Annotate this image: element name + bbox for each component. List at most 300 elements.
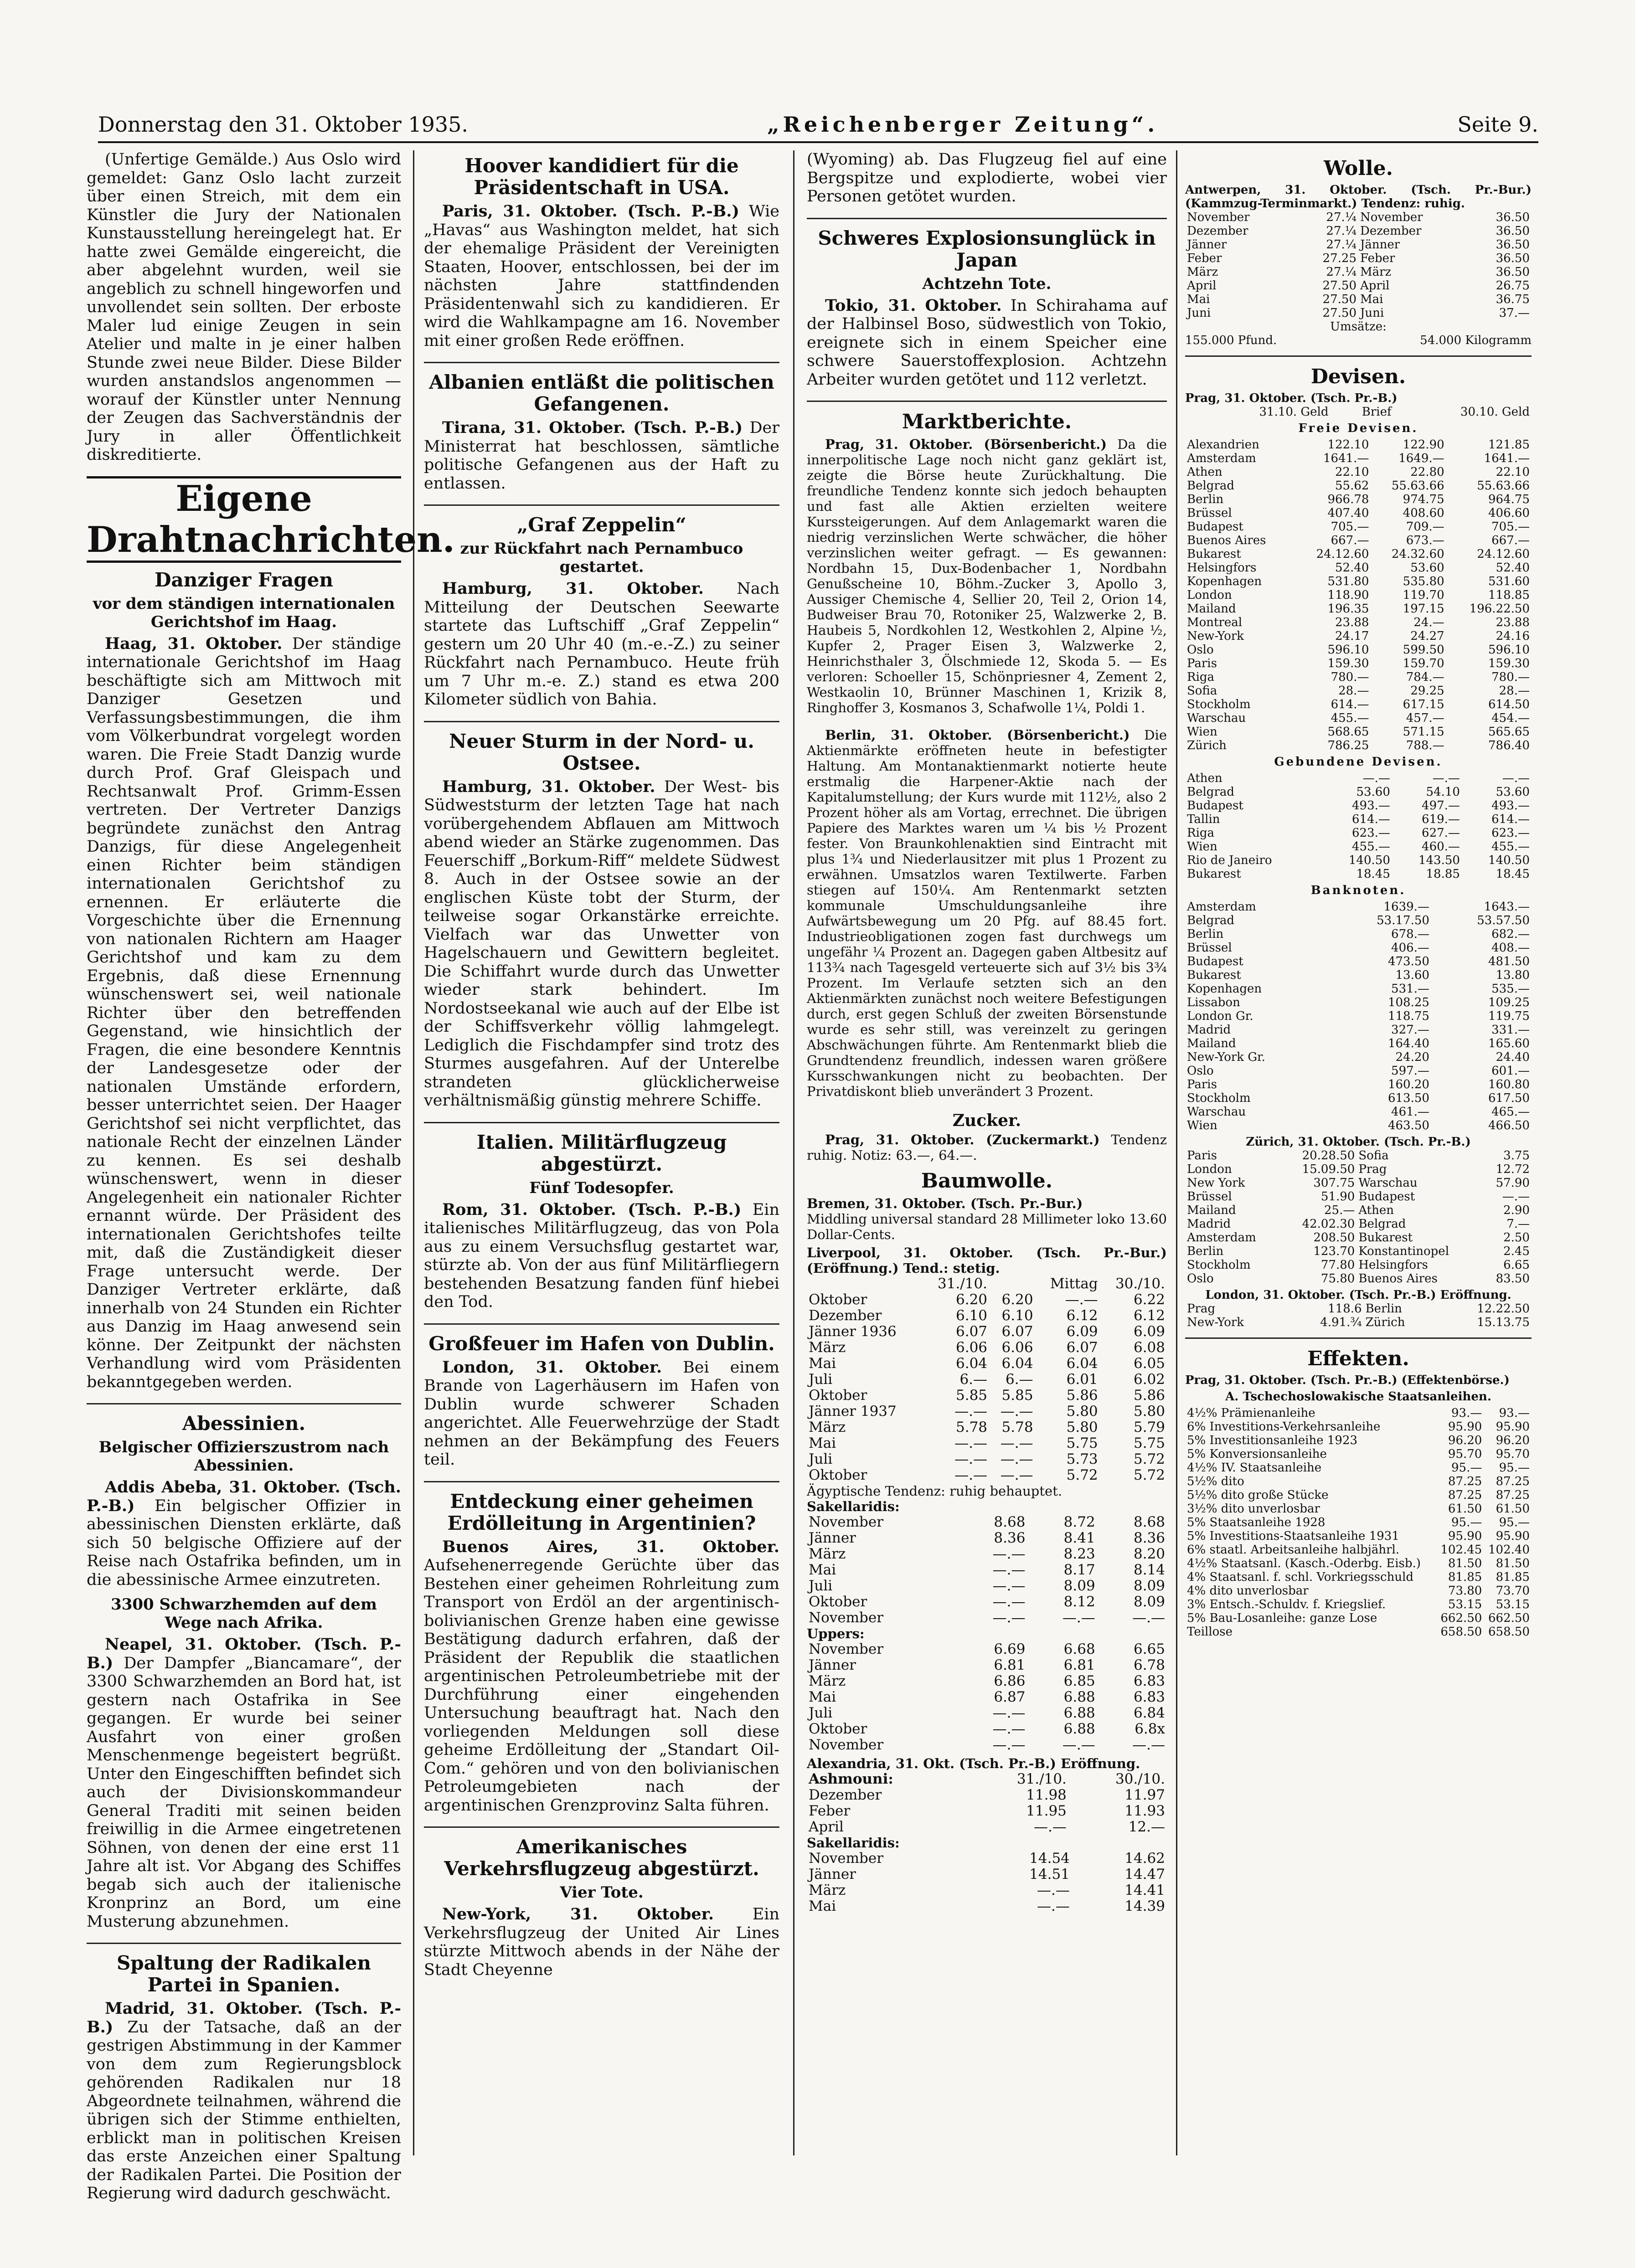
table-cell: 780.—: [1331, 670, 1369, 684]
table-cell: Kopenhagen: [1187, 982, 1262, 996]
table-cell: 788.—: [1406, 739, 1444, 752]
table-cell: 37.—: [1499, 306, 1530, 320]
article-headline: Albanien entläßt die politischen Gefangenen.: [429, 371, 774, 415]
table-cell: 623.—: [1491, 826, 1530, 840]
table-row: [1185, 840, 1532, 854]
table-cell: —.—: [1000, 1467, 1033, 1483]
table-header: Mittag: [1050, 1275, 1098, 1292]
table-row: [1185, 1461, 1532, 1475]
table-row: [1185, 854, 1532, 867]
table-cell: 95.—: [1499, 1516, 1530, 1529]
dateline-london: London, 31. Oktober. (Tsch. Pr.-B.) Eröffnung.: [1205, 1288, 1511, 1302]
table-cell: 14.47: [1124, 1866, 1165, 1882]
table-row: [807, 1721, 1167, 1737]
table-row: [1185, 1272, 1532, 1286]
dateline: London, 31. Oktober.: [442, 1358, 662, 1377]
table-cell: 8.72: [1063, 1514, 1095, 1530]
table-cell: 12.22.50: [1477, 1302, 1530, 1316]
table-cell: 165.60: [1488, 1037, 1530, 1050]
divider: [424, 1323, 779, 1325]
table-cell: Helsingfors: [1187, 561, 1257, 575]
table-row: [1185, 306, 1532, 320]
table-cell: Paris: [1187, 1078, 1217, 1091]
article-argentina-oil: [424, 1491, 779, 1815]
table-cell: 463.50: [1387, 1119, 1429, 1132]
table-cell: Belgrad: [1187, 914, 1235, 927]
table-cell: 122.10: [1327, 438, 1369, 452]
table-cell: 159.70: [1403, 657, 1444, 670]
table-row: [1185, 1050, 1532, 1064]
dateline: Berlin, 31. Oktober. (Börsenbericht.): [825, 727, 1130, 743]
table-cell: 108.25: [1387, 996, 1429, 1009]
table-cell: 4% dito unverlosbar: [1187, 1584, 1309, 1598]
table-cell: 780.—: [1491, 670, 1530, 684]
table-cell: 24.12.60: [1477, 547, 1530, 561]
table-cell: 5.72: [1133, 1467, 1165, 1483]
table-cell: Oktober: [809, 1721, 867, 1737]
table-cell: Wien: [1187, 1119, 1217, 1132]
table-cell: März: [1187, 265, 1218, 279]
report-cotton: [807, 1196, 1167, 1914]
table-cell: Sofia: [1187, 684, 1217, 698]
table-row: [807, 1610, 1167, 1626]
divider: [87, 1943, 401, 1944]
table-cell: 6.85: [1063, 1673, 1095, 1689]
table-row: [1185, 1516, 1532, 1529]
table-cell: Berlin: [1365, 1302, 1402, 1316]
dateline: Haag, 31. Oktober.: [105, 634, 283, 653]
securities-table: [1185, 1406, 1532, 1639]
table-cell: 5.85: [956, 1387, 988, 1404]
table-cell: Oktober: [809, 1594, 867, 1610]
table-cell: 5% Bau-Losanleihe: ganze Lose: [1187, 1611, 1377, 1625]
table-row: [1185, 1245, 1532, 1258]
table-cell: 118.6: [1328, 1302, 1362, 1316]
table-row: [1185, 955, 1532, 968]
table-cell: 73.80: [1448, 1584, 1482, 1598]
table-cell: Zürich: [1365, 1316, 1405, 1329]
securities-title: Effekten.: [1307, 1347, 1409, 1370]
table-cell: 12.72: [1496, 1162, 1530, 1176]
table-cell: 597.—: [1391, 1064, 1429, 1078]
table-cell: Brüssel: [1187, 941, 1232, 955]
bound-currency-table: [1185, 771, 1532, 881]
table-cell: Jänner 1937: [809, 1403, 897, 1419]
table-cell: 22.80: [1410, 465, 1444, 479]
table-cell: —.—: [954, 1451, 988, 1467]
table-cell: 465.—: [1491, 1105, 1530, 1119]
table-cell: Helsingfors: [1358, 1258, 1428, 1272]
table-cell: 164.40: [1387, 1037, 1429, 1050]
table-cell: Bukarest: [1187, 547, 1241, 561]
table-row: [1185, 1258, 1532, 1272]
divider: [424, 721, 779, 722]
table-cell: Stockholm: [1187, 1091, 1251, 1105]
article-headline: Hoover kandidiert für die Präsidentschaft in USA.: [464, 154, 739, 199]
table-cell: 964.75: [1488, 493, 1530, 506]
table-cell: 6.—: [1005, 1371, 1033, 1388]
article-body: Zu der Tatsache, daß an der gestrigen Abstimmung in der Kammer von dem zum Regierungsblock gehörenden Radikalen nur 18 Abgeordnete teilnahmen, während die übrigen sich der Stimme enthielten, erblickt man in politischen Kreisen das erste Anzeichen einer Spaltung der Radikalen Partei. Die Position der Regierung wird dadurch geschwächt.: [87, 2018, 401, 2202]
article-headline: „Graf Zeppelin“: [517, 514, 686, 536]
table-cell: Feber: [1187, 252, 1222, 265]
table-cell: New-York Gr.: [1187, 1050, 1265, 1064]
table-cell: 24.12.60: [1316, 547, 1369, 561]
table-cell: 473.50: [1387, 955, 1429, 968]
table-row: [1185, 1420, 1532, 1434]
table-row: [807, 1404, 1167, 1419]
table-cell: Dezember: [1187, 224, 1248, 238]
table-cell: November: [809, 1610, 884, 1626]
dateline: Addis Abeba, 31. Oktober. (Tsch. P.-B.): [87, 1478, 401, 1515]
table-row: [1185, 643, 1532, 657]
table-row: [1185, 1064, 1532, 1078]
article-body: Ein Verkehrsflugzeug der United Air Lines stürzte Mittwoch abends in der Nähe der Stadt Cheyenne: [424, 1905, 779, 1979]
table-cell: 7.—: [1506, 1217, 1530, 1231]
table-row: [807, 1594, 1167, 1610]
table-cell: —.—: [1062, 1610, 1095, 1626]
table-cell: 6.88: [1063, 1705, 1095, 1721]
table-cell: Kopenhagen: [1187, 575, 1262, 588]
table-cell: 159.30: [1327, 657, 1369, 670]
divider: [424, 504, 779, 506]
table-row: [1185, 698, 1532, 711]
table-cell: 118.85: [1488, 588, 1530, 602]
table-cell: —.—: [992, 1594, 1026, 1610]
table-cell: 531.80: [1327, 575, 1369, 588]
article-body: Aufsehenerregende Gerüchte über das Bestehen einer geheimen Rohrleitung zum Transport von Erdöl an der argentinisch-bolivianischen Grenze haben eine gewisse Bestätigung dadurch erfahren, daß der Präsident der Republik die staatlichen argentinischen Petroleumbetriebe mit der Durchführung einer eingehenden Untersuchung beauftragt hat. Nach den vorliegenden Meldungen soll diese geheime Erdölleitung der „Standart Oil-Com.“ gehören und von den bolivianischen Petroleumgebieten nach der argentinischen Grenzprovinz Salta führen.: [424, 1556, 779, 1815]
table-header: [1185, 405, 1192, 419]
table-cell: 123.70: [1313, 1245, 1355, 1258]
table-cell: April: [809, 1819, 844, 1835]
article-dublin-fire: [424, 1333, 779, 1469]
table-cell: 6.8x: [1135, 1721, 1165, 1737]
table-cell: 6.78: [1133, 1657, 1165, 1673]
table-header: [989, 1276, 1035, 1292]
table-cell: 3½% dito unverlosbar: [1187, 1502, 1320, 1516]
divider: [807, 401, 1167, 402]
table-cell: New-York: [1187, 1316, 1244, 1329]
article-headline: Amerikanisches Verkehrsflugzeug abgestürzt.: [444, 1836, 759, 1880]
table-row: [1185, 465, 1532, 479]
table-cell: 6% staatl. Arbeitsanleihe halbjährl.: [1187, 1543, 1400, 1557]
table-cell: Konstantinopel: [1358, 1245, 1449, 1258]
table-cell: Budapest: [1187, 955, 1243, 968]
table-cell: 4.91.¾: [1320, 1316, 1362, 1329]
table-cell: —.—: [1000, 1403, 1033, 1419]
table-cell: —.—: [954, 1435, 988, 1451]
table-cell: 6.65: [1133, 1641, 1165, 1657]
table-cell: 6.69: [994, 1641, 1026, 1657]
table-cell: 20.28.50: [1302, 1149, 1355, 1162]
table-cell: 531.60: [1488, 575, 1530, 588]
table-cell: 25.—: [1324, 1203, 1355, 1217]
table-cell: 159.30: [1488, 657, 1530, 670]
table-header: 31./10.: [1016, 1771, 1067, 1787]
table-cell: 24.27: [1410, 629, 1444, 643]
table-row: [807, 1578, 1167, 1594]
table-cell: 8.41: [1063, 1530, 1095, 1546]
table-cell: Belgrad: [1358, 1217, 1406, 1231]
dateline-zurich: Zürich, 31. Oktober. (Tsch. Pr.-B.): [1246, 1135, 1471, 1149]
table-cell: New-York: [1187, 629, 1244, 643]
table-cell: 197.15: [1403, 602, 1444, 616]
article-subheadline: Belgischer Offizierszustrom nach Abessinien.: [98, 1438, 389, 1475]
table-row: [807, 1657, 1167, 1673]
table-cell: 6.01: [1066, 1371, 1098, 1388]
table-cell: 5% Staatsanleihe 1928: [1187, 1516, 1326, 1529]
table-cell: 2.90: [1503, 1203, 1530, 1217]
table-cell: 61.50: [1496, 1502, 1530, 1516]
table-cell: 4½% Staatsanl. (Kasch.-Oderbg. Eisb.): [1187, 1557, 1421, 1570]
table-cell: 5.80: [1133, 1403, 1165, 1419]
table-cell: —.—: [1062, 1737, 1095, 1753]
divider: [87, 1403, 401, 1404]
banknotes-table: [1185, 900, 1532, 1132]
table-cell: 454.—: [1491, 711, 1530, 725]
table-cell: 24.17: [1335, 629, 1369, 643]
table-cell: 5.75: [1066, 1435, 1098, 1451]
table-cell: 27.¼: [1326, 265, 1356, 279]
table-cell: 6.83: [1133, 1689, 1165, 1705]
table-cell: 617.15: [1403, 698, 1444, 711]
table-cell: 3% Entsch.-Schuldv. f. Kriegslief.: [1187, 1598, 1386, 1611]
table-cell: 6.20: [956, 1291, 988, 1308]
table-cell: Warschau: [1187, 1105, 1246, 1119]
table-cell: 966.78: [1327, 493, 1369, 506]
currency-table-header: [1185, 405, 1532, 419]
table-cell: 1641.—: [1484, 452, 1530, 465]
table-cell: Mailand: [1187, 602, 1236, 616]
table-cell: 8.09: [1133, 1594, 1165, 1610]
table-row: [1185, 293, 1532, 306]
table-cell: Brüssel: [1187, 1190, 1232, 1203]
table-row: [1185, 1434, 1532, 1447]
table-row: [807, 1898, 1167, 1914]
table-row: [807, 1867, 1167, 1882]
dateline: Tirana, 31. Oktober. (Tsch. P.-B.): [442, 418, 743, 437]
table-header: Brief: [1362, 405, 1392, 419]
table-cell: 6.87: [994, 1689, 1026, 1705]
table-cell: 18.45: [1356, 867, 1390, 881]
table-header-row: [1185, 405, 1532, 419]
table-header: 30./10.: [1115, 1275, 1165, 1292]
table-cell: 974.75: [1403, 493, 1444, 506]
article-spain: [87, 1952, 401, 2203]
table-cell: 27.25: [1322, 252, 1356, 265]
table-cell: 6.88: [1063, 1689, 1095, 1705]
table-cell: 784.—: [1406, 670, 1444, 684]
table-cell: Mai: [1187, 293, 1210, 306]
header-newspaper-title: „Reichenberger Zeitung“.: [767, 112, 1159, 137]
table-cell: 786.25: [1327, 739, 1369, 752]
table-row: [1185, 711, 1532, 725]
table-cell: 6.12: [1066, 1307, 1098, 1324]
table-section-label: Uppers:: [807, 1626, 865, 1641]
table-cell: 6.83: [1133, 1673, 1165, 1689]
table-cell: 673.—: [1406, 534, 1444, 547]
table-cell: 119.75: [1488, 1009, 1530, 1023]
table-cell: Mai: [809, 1689, 836, 1705]
table-cell: 601.—: [1491, 1064, 1530, 1078]
table-cell: 8.20: [1133, 1546, 1165, 1562]
table-cell: 27.¼: [1326, 211, 1356, 224]
table-cell: Bukarest: [1187, 867, 1241, 881]
table-cell: 6.65: [1503, 1258, 1530, 1272]
table-cell: 662.50: [1488, 1611, 1530, 1625]
dateline: Tokio, 31. Oktober.: [825, 296, 1002, 315]
table-cell: 667.—: [1331, 534, 1369, 547]
header-date: Donnerstag den 31. Oktober 1935.: [98, 112, 469, 137]
table-cell: 307.75: [1313, 1176, 1355, 1190]
table-row: [807, 1292, 1167, 1308]
dateline-prague-currencies: Prag, 31. Oktober. (Tsch. Pr.-B.): [1185, 391, 1398, 405]
wool-table: [1185, 211, 1532, 320]
ashmouni-table: [807, 1771, 1167, 1835]
table-cell: 8.36: [1133, 1530, 1165, 1546]
table-section-label: Sakellaridis:: [807, 1499, 900, 1514]
table-cell: Feber: [1360, 252, 1395, 265]
table-cell: 36.50: [1496, 211, 1530, 224]
table-row: [807, 1308, 1167, 1324]
table-cell: 102.40: [1488, 1543, 1530, 1557]
table-cell: —.—: [1502, 771, 1530, 785]
table-cell: 102.45: [1440, 1543, 1482, 1557]
table-cell: Mai: [1360, 293, 1383, 306]
turnover-row: [1185, 334, 1532, 347]
column-rule: [793, 150, 794, 2155]
article-body: Der ständige internationale Gerichtshof im Haag beschäftigte sich am Mittwoch mit Danziger Gesetzen und Verfassungsbestimmungen, die ihm vom Völkerbundrat vorgelegt worden waren. Die Freie Stadt Danzig wurde durch Prof. Graf Gleispach und Rechtsanwalt Prof. Grimm-Essen vertreten. Der Vertreter Danzigs begründete zunächst den Antrag Danzigs, für diese Angelegenheit einen Richter beim ständigen internationalen Gerichtshof zu ernennen. Er erläuterte die Vorgeschichte über die Ernennung von nationalen Richtern am Haager Gerichtshof und kam zu dem Ergebnis, daß diese Ernennung wünschenswert sei, weil nationale Richter über den betreffenden Gegenstand, wie hinsichtlich der Fragen, die eine besondere Kenntnis der Landesgesetze oder der nationalen Umstände erfordern, besser unterrichtet seien. Der Haager Gerichtshof sei nicht verpflichtet, das nationale Recht der einzelnen Länder zu kennen. Es sei deshalb wünschenswert, wenn in dieser Angelegenheit ein nationaler Richter ernannt würde. Der Präsident des internationalen Gerichtshofes teilte mit, daß die Zuständigkeit dieser Frage untersucht werde. Der Danziger Vertreter erklärte, daß innerhalb von 24 Stunden ein Richter aus Danzig im Haag anwesend sein könne. Der Zeitpunkt der nächsten Verhandlung wird vom Präsidenten bekanntgegeben werden.: [87, 634, 401, 1391]
table-cell: 461.—: [1391, 1105, 1429, 1119]
table-row: [1185, 914, 1532, 927]
table-cell: 408.60: [1403, 506, 1444, 520]
table-cell: 26.75: [1496, 279, 1530, 293]
divider: [424, 1826, 779, 1828]
table-cell: 623.—: [1351, 826, 1390, 840]
table-cell: 6.10: [1001, 1307, 1033, 1324]
table-cell: 14.51: [1029, 1866, 1070, 1882]
table-cell: 5.72: [1133, 1451, 1165, 1467]
table-row: [807, 1562, 1167, 1578]
table-cell: —.—: [1000, 1435, 1033, 1451]
dateline-prague-securities: Prag, 31. Oktober. (Tsch. Pr.-B.) (Effektenbörse.): [1185, 1373, 1510, 1387]
table-cell: 571.15: [1403, 725, 1444, 739]
uppers-table: [807, 1641, 1167, 1753]
table-row: [807, 1514, 1167, 1530]
table-cell: 95.90: [1496, 1420, 1530, 1434]
table-cell: 5.79: [1133, 1419, 1165, 1435]
table-row: [1185, 900, 1532, 914]
table-cell: Mailand: [1187, 1203, 1236, 1217]
table-cell: 53.57.50: [1477, 914, 1530, 927]
table-row: [807, 1324, 1167, 1340]
table-cell: 6.81: [994, 1657, 1026, 1673]
table-cell: 27.50: [1322, 279, 1356, 293]
table-cell: Riga: [1187, 826, 1215, 840]
table-cell: 6.07: [956, 1323, 988, 1340]
article-body: Ein italienisches Militärflugzeug, das von Pola aus zu einem Versuchsflug gestartet war, stürzte ab. Von der aus fünf Militärfliegern bestehenden Besatzung fanden fünf hiebei den Tod.: [424, 1200, 779, 1311]
article-subheadline: Vier Tote.: [560, 1883, 644, 1902]
table-cell: November: [809, 1641, 884, 1657]
bremen-quote: Middling universal standard 28 Millimeter loko 13.60 Dollar-Cents.: [807, 1211, 1167, 1242]
table-cell: 22.10: [1335, 465, 1369, 479]
table-cell: 1639.—: [1383, 900, 1429, 914]
dateline-bremen: Bremen, 31. Oktober. (Tsch. Pr.-Bur.): [807, 1196, 1083, 1211]
table-cell: 455.—: [1331, 711, 1369, 725]
table-cell: 457.—: [1406, 711, 1444, 725]
table-cell: 36.50: [1496, 238, 1530, 252]
dateline: Paris, 31. Oktober. (Tsch. P.-B.): [442, 202, 739, 221]
table-row: [1185, 588, 1532, 602]
article-us-plane: [424, 1836, 779, 1979]
dateline-antwerp: Antwerpen, 31. Oktober. (Tsch. Pr.-Bur.) (Kammzug-Terminmarkt.) Tendenz: ruhig.: [1185, 183, 1532, 211]
table-cell: 6.04: [1001, 1355, 1033, 1372]
article-body: Bei einem Brande von Lagerhäusern im Hafen von Dublin wurde schwerer Schaden angerichtet. Alle Feuerwehrzüge der Stadt nehmen an der Bekämpfung des Feuers teil.: [424, 1358, 779, 1469]
table-cell: 5.73: [1066, 1451, 1098, 1467]
table-cell: 27.50: [1322, 293, 1356, 306]
article-subheadline: Achtzehn Tote.: [922, 274, 1052, 293]
table-cell: 2.45: [1503, 1245, 1530, 1258]
table-cell: —.—: [992, 1610, 1026, 1626]
table-cell: 140.50: [1488, 854, 1530, 867]
table-cell: Warschau: [1187, 711, 1246, 725]
table-cell: 96.20: [1496, 1434, 1530, 1447]
table-row: [807, 1546, 1167, 1562]
table-cell: 5.72: [1066, 1467, 1098, 1483]
table-header: 30.10. Geld: [1460, 405, 1530, 419]
table-cell: 52.40: [1496, 561, 1530, 575]
table-cell: Jänner 1936: [809, 1323, 897, 1340]
article-zeppelin: [424, 514, 779, 709]
table-cell: Brüssel: [1187, 506, 1232, 520]
cotton-title: Baumwolle.: [921, 1169, 1053, 1193]
table-cell: 118.75: [1387, 1009, 1429, 1023]
table-row: [1185, 438, 1532, 452]
table-cell: 15.09.50: [1302, 1162, 1355, 1176]
table-row: [1185, 520, 1532, 534]
table-cell: 5½% dito: [1187, 1475, 1244, 1488]
turnover-left: 155.000 Pfund.: [1185, 334, 1277, 347]
table-cell: 327.—: [1391, 1023, 1429, 1037]
sakellaridis-alex-table: [807, 1851, 1167, 1914]
table-cell: 61.50: [1448, 1502, 1482, 1516]
table-row: [1185, 1543, 1532, 1557]
table-row: [807, 1435, 1167, 1451]
article-albania: [424, 371, 779, 493]
table-cell: 53.60: [1496, 785, 1530, 799]
table-cell: 535.80: [1403, 575, 1444, 588]
banknotes-label: Banknoten.: [1310, 884, 1406, 897]
table-row: [1185, 1231, 1532, 1245]
table-cell: Jänner: [809, 1657, 856, 1673]
table-cell: 8.09: [1063, 1578, 1095, 1594]
article-body: Der Dampfer „Biancamare“, der 3300 Schwarzhemden an Bord hat, ist gestern nach Ostafrika in See gegangen. Er wurde bei seiner Ausfahrt von einer großen Menschenmenge begeistert begrüßt. Unter den Eingeschifften befindet sich auch der Divisionskommandeur General Traditi mit seinen beiden freiwillig in die Armee eingetretenen Söhnen, von denen der eine erst 11 Jahre alt ist. Vor Abgang des Schiffes begab sich auch der italienische Kronprinz an Bord, um eine Musterung abzunehmen.: [87, 1654, 401, 1931]
table-cell: 53.60: [1356, 785, 1390, 799]
currencies-title: Devisen.: [1310, 365, 1406, 388]
table-cell: 4% Staatsanl. f. schl. Vorkriegsschuld: [1187, 1570, 1414, 1584]
table-cell: London Gr.: [1187, 1009, 1253, 1023]
section-title: Eigene Drahtnachrichten.: [87, 476, 401, 563]
table-cell: Mai: [809, 1898, 836, 1914]
table-cell: —.—: [992, 1737, 1026, 1753]
table-cell: Zürich: [1187, 739, 1227, 752]
table-cell: 27.¼: [1326, 224, 1356, 238]
table-cell: 709.—: [1406, 520, 1444, 534]
table-cell: 95.90: [1448, 1420, 1482, 1434]
table-cell: —.—: [992, 1562, 1026, 1578]
article-body: (Wyoming) ab. Das Flugzeug fiel auf eine Bergspitze und explodierte, wobei vier Personen getötet wurden.: [807, 150, 1167, 206]
table-row: [1185, 1302, 1532, 1316]
table-row: [1185, 1162, 1532, 1176]
